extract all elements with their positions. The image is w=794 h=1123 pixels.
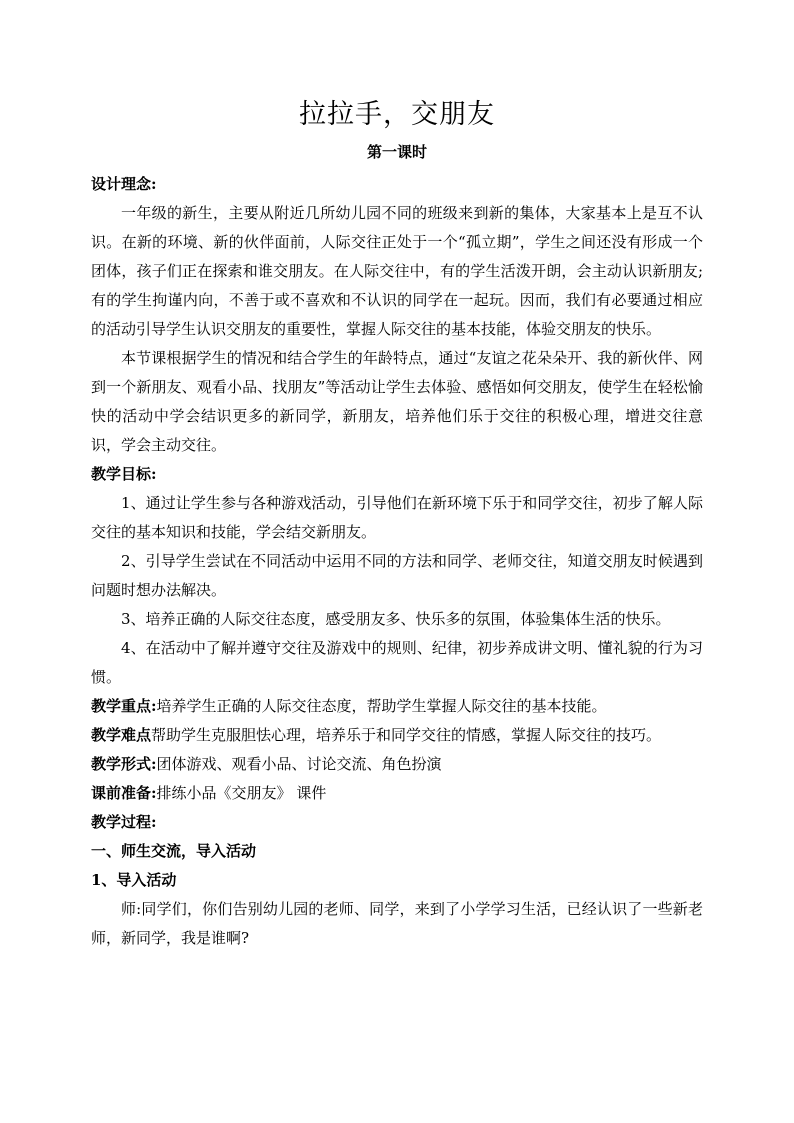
document-page xyxy=(91,95,703,953)
process-step1-heading: 1、导入活动 xyxy=(91,871,177,889)
document-title: 拉拉手，交朋友 xyxy=(299,99,495,130)
difficulty-text: 帮助学生克服胆怯心理，培养乐于和同学交往的情感，掌握人际交往的技巧。 xyxy=(151,726,662,744)
teaching-goal-item-1: 1、通过让学生参与各种游戏活动，引导他们在新环境下乐于和同学交往，初步了解人际交往的基本知识和技能，学会结交新朋友。 xyxy=(91,494,703,541)
teaching-form-line xyxy=(91,750,703,779)
key-point-line xyxy=(91,692,703,721)
key-point-text: 培养学生正确的人际交往态度，帮助学生掌握人际交往的基本技能。 xyxy=(156,697,607,715)
teaching-goal-item-4: 4、在活动中了解并遵守交往及游戏中的规则、纪律，初步养成讲文明、懂礼貌的行为习惯。 xyxy=(91,639,703,686)
difficulty-line xyxy=(91,721,703,750)
teaching-goals-heading: 教学目标: xyxy=(91,465,157,483)
preparation-label: 课前准备: xyxy=(91,784,157,802)
teaching-goal-item-3: 3、培养正确的人际交往态度，感受朋友多、快乐多的氛围，体验集体生活的快乐。 xyxy=(121,610,671,628)
preparation-text: 排练小品《交朋友》 课件 xyxy=(156,784,327,802)
key-point-label: 教学重点: xyxy=(91,697,157,715)
teaching-goal-item-2: 2、引导学生尝试在不同活动中运用不同的方法和同学、老师交往，知道交朋友时候遇到问题时想办法解决。 xyxy=(91,552,703,599)
teaching-form-label: 教学形式: xyxy=(91,755,157,773)
teaching-form-text: 团体游戏、观看小品、讨论交流、角色扮演 xyxy=(156,755,442,773)
design-concept-heading: 设计理念: xyxy=(91,175,157,193)
process-part1-heading: 一、师生交流，导入活动 xyxy=(91,842,257,860)
difficulty-label: 教学难点 xyxy=(91,726,152,744)
design-concept-paragraph-2: 本节课根据学生的情况和结合学生的年龄特点，通过“友谊之花朵朵开、我的新伙伴、网到一个新朋友、观看小品、找朋友”等活动让学生去体验、感悟如何交朋友，使学生在轻松愉快的活动中学会结识更多的新同学，新朋友，培养他们乐于交往的积极心理，增进交往意识，学会主动交往。 xyxy=(91,349,703,454)
lesson-subtitle: 第一课时 xyxy=(366,143,427,161)
preparation-line xyxy=(91,779,703,808)
process-step1-text: 师:同学们，你们告别幼儿园的老师、同学，来到了小学学习生活，已经认识了一些新老师，新同学，我是谁啊? xyxy=(91,900,703,947)
teaching-process-heading: 教学过程: xyxy=(91,813,157,831)
design-concept-paragraph-1: 一年级的新生，主要从附近几所幼儿园不同的班级来到新的集体，大家基本上是互不认识。在新的环境、新的伙伴面前，人际交往正处于一个“孤立期”，学生之间还没有形成一个团体，孩子们正在探索和谁交朋友。在人际交往中，有的学生活泼开朗，会主动认识新朋友;有的学生拘谨内向，不善于或不喜欢和不认识的同学在一起玩。因而，我们有必要通过相应的活动引导学生认识交朋友的重要性，掌握人际交往的基本技能，体验交朋友的快乐。 xyxy=(91,204,703,338)
